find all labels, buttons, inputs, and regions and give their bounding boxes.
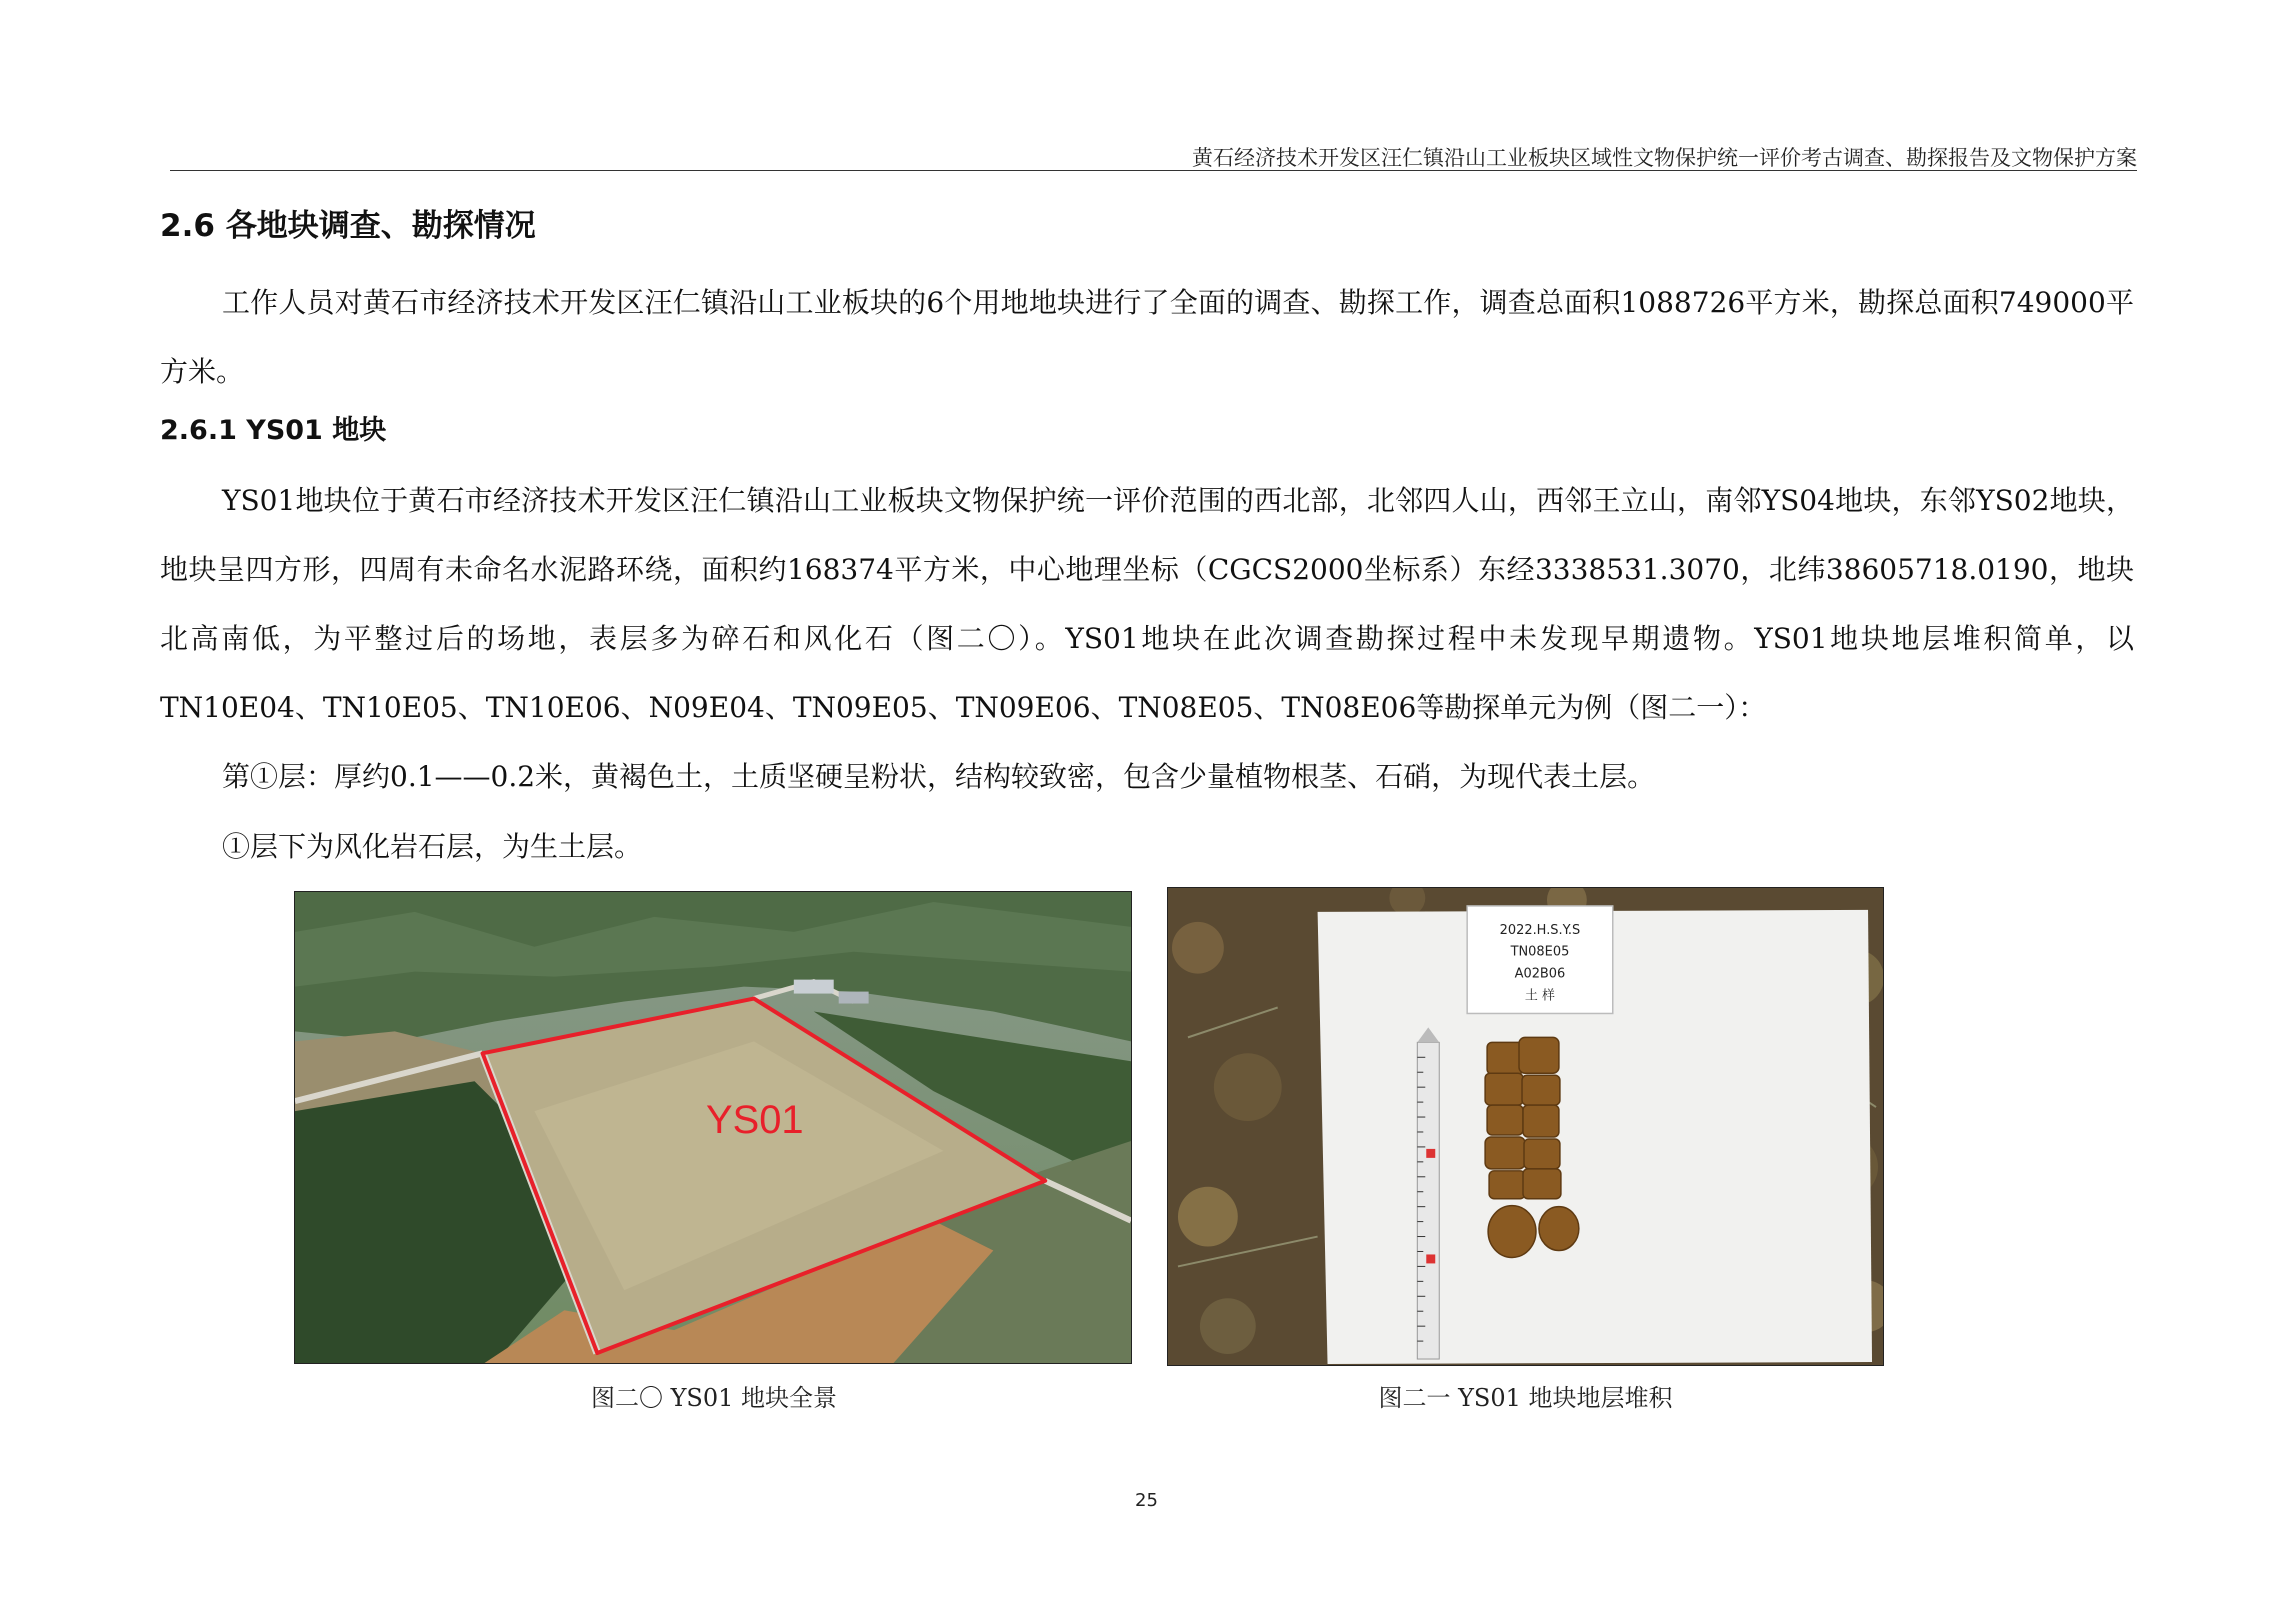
figure-20-caption: 图二〇 YS01 地块全景 [590, 1384, 838, 1412]
sample-tag-line-4: 土 样 [1524, 988, 1555, 1004]
paragraph-ys01-description: YS01地块位于黄石市经济技术开发区汪仁镇沿山工业板块文物保护统一评价范围的西北部，北邻四人山，西邻王立山，南邻YS04地块，东邻YS02地块，地块呈四方形，四周有未命名水泥路环绕，面积约168374平方米，中心地理坐标（CGCS2000坐标系）东经3338531.3070，北纬38605718.0190，地块北高南低，为平整过后的场地，表层多为碎石和风化石（图二〇）。YS01地块在此次调查勘探过程中未发现早期遗物。YS01地块地层堆积简单，以TN10E04、TN10E05、TN10E06、N09E04、TN09E05、TN09E06、TN08E05、TN08E06等勘探单元为例（图二一）： [160, 484, 2134, 724]
header-rule [170, 170, 2137, 171]
section-heading-2-6: 2.6 各地块调查、勘探情况 [160, 208, 536, 244]
page-number: 25 [1135, 1490, 1158, 1511]
ys01-overlay-label: YS01 [706, 1098, 804, 1142]
figure-aerial-photo [294, 891, 1132, 1364]
sample-tag-line-1: 2022.H.S.Y.S [1499, 922, 1581, 938]
sample-tag-line-2: TN08E05 [1510, 944, 1570, 960]
paragraph-layer-1: 第①层：厚约0.1——0.2米，黄褐色土，土质坚硬呈粉状，结构较致密，包含少量植物根茎、石硝，为现代表土层。 [222, 760, 1656, 793]
running-header: 黄石经济技术开发区汪仁镇沿山工业板块区域性文物保护统一评价考古调查、勘探报告及文物保护方案 [1192, 146, 2137, 170]
paragraph-survey-overview: 工作人员对黄石市经济技术开发区汪仁镇沿山工业板块的6个用地地块进行了全面的调查、勘探工作，调查总面积1088726平方米，勘探总面积749000平方米。 [160, 286, 2134, 388]
section-heading-2-6-1: 2.6.1 YS01 地块 [160, 415, 387, 446]
figure-21-caption: 图二一 YS01 地块地层堆积 [1378, 1384, 1673, 1412]
sample-tag-line-3: A02B06 [1514, 966, 1566, 982]
paragraph-below-layer: ①层下为风化岩石层，为生土层。 [222, 830, 643, 863]
figure-soil-sample-photo [1167, 887, 1884, 1366]
